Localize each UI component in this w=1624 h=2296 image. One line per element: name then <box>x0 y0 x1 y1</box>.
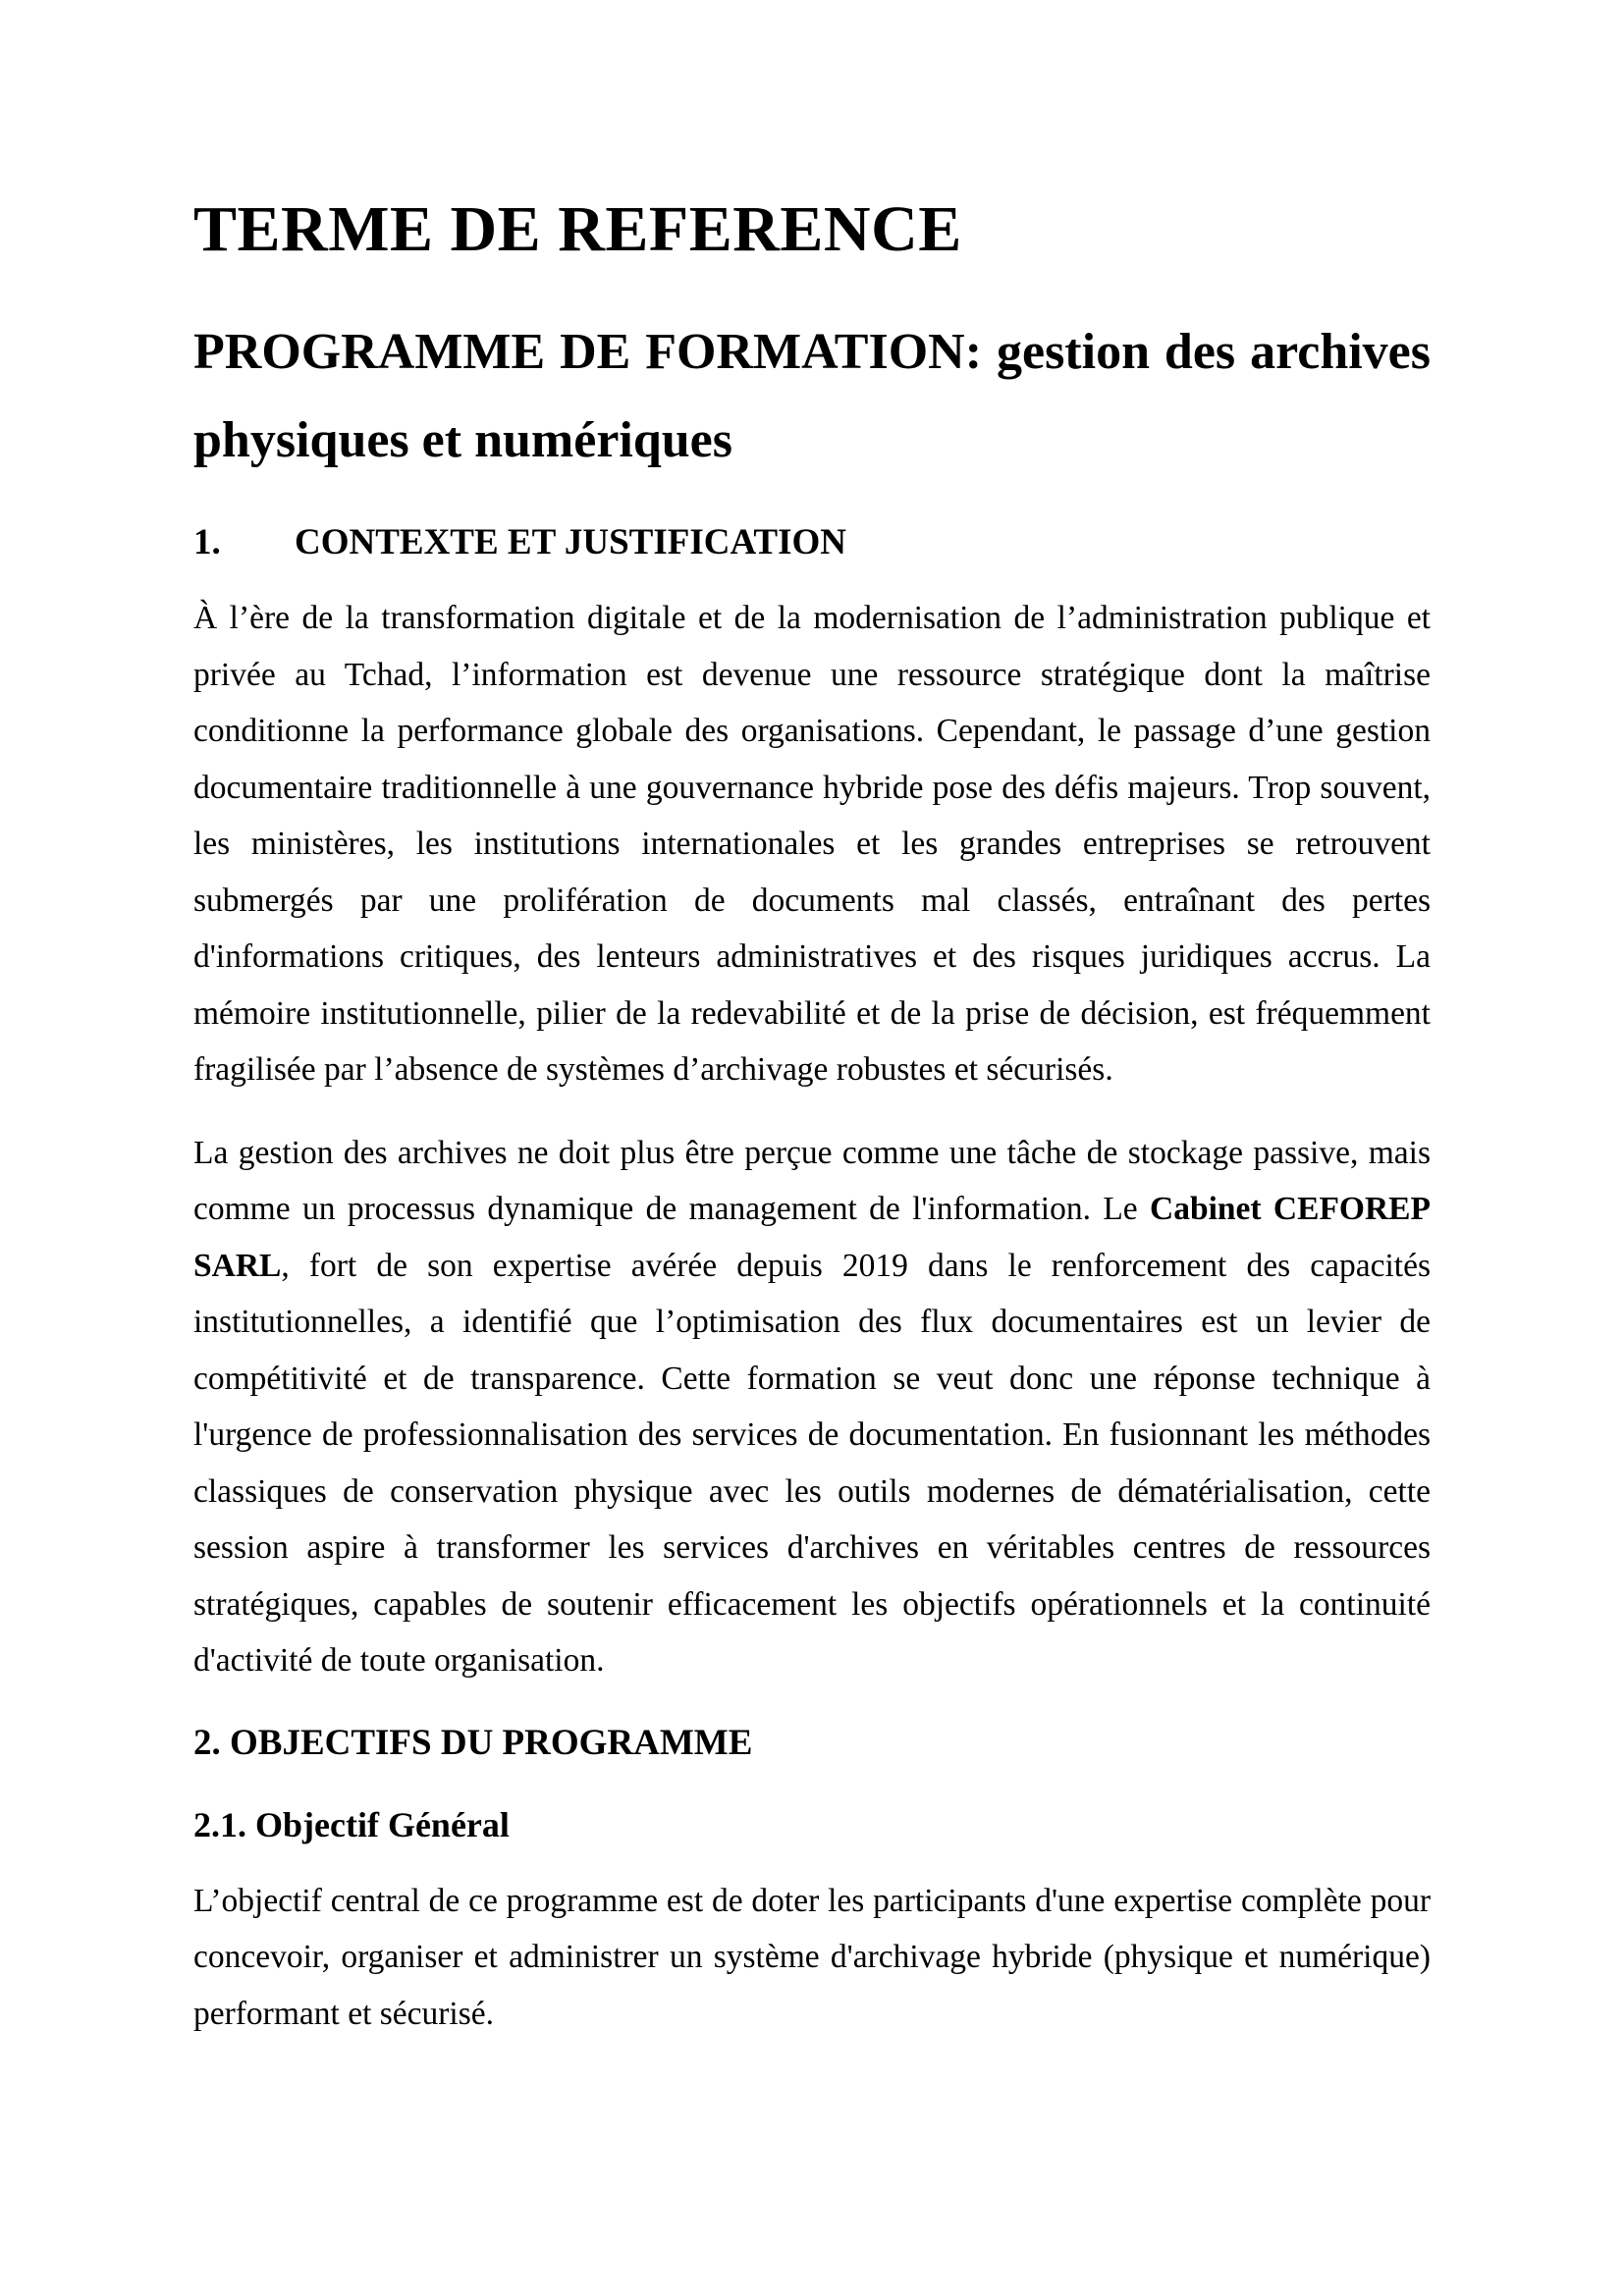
objective-general-paragraph: L’objectif central de ce programme est de doter les participants d'une expertise complète pour concevoir, organiser et administrer un système d'archivage hybride (physique et numérique) performant et sécurisé. <box>193 1882 1431 2032</box>
section-1-heading-text: CONTEXTE ET JUSTIFICATION <box>295 522 846 562</box>
document-title: TERME DE REFERENCE <box>193 193 962 265</box>
context-paragraph-1: À l’ère de la transformation digitale et de la modernisation de l’administration publique et privée au Tchad, l’information est devenue une ressource stratégique dont la maîtrise conditionne la performance globale des organisations. Cependant, le passage d’une gestion documentaire traditionnelle à une gouvernance hybride pose des défis majeurs. Trop souvent, les ministères, les institutions internationales et les grandes entreprises se retrouvent submergés par une prolifération de documents mal classés, entraînant des pertes d'informations critiques, des lenteurs administratives et des risques juridiques accrus. La mémoire institutionnelle, pilier de la redevabilité et de la prise de décision, est fréquemment fragilisée par l’absence de systèmes d’archivage robustes et sécurisés. <box>193 600 1431 1088</box>
section-1-number: 1. <box>193 522 221 562</box>
context-paragraph-2-before: La gestion des archives ne doit plus être perçue comme une tâche de stockage passive, mais comme un processus dynamique de management de l'information. Le <box>193 1134 1431 1227</box>
document-subtitle: PROGRAMME DE FORMATION: gestion des archives physiques et numériques <box>193 324 1431 468</box>
context-paragraph-2 <box>193 1125 1431 1689</box>
cabinet-name-bold: Cabinet CEFOREP SARL <box>193 1191 1431 1284</box>
subsection-2-1-heading: 2.1. Objectif Général <box>193 1804 510 1844</box>
context-paragraph-2-after: , fort de son expertise avérée depuis 2019 dans le renforcement des capacités institutionnelles, a identifié que l’optimisation des flux documentaires est un levier de compétitivité et de transparence. Cette formation se veut donc une réponse technique à l'urgence de professionnalisation des services de documentation. En fusionnant les méthodes classiques de conservation physique avec les outils modernes de dématérialisation, cette session aspire à transformer les services d'archives en véritables centres de ressources stratégiques, capables de soutenir efficacement les objectifs opérationnels et la continuité d'activité de toute organisation. <box>193 1247 1431 1679</box>
section-2-heading: 2. OBJECTIFS DU PROGRAMME <box>193 1722 753 1763</box>
section-1-heading <box>193 521 1431 564</box>
